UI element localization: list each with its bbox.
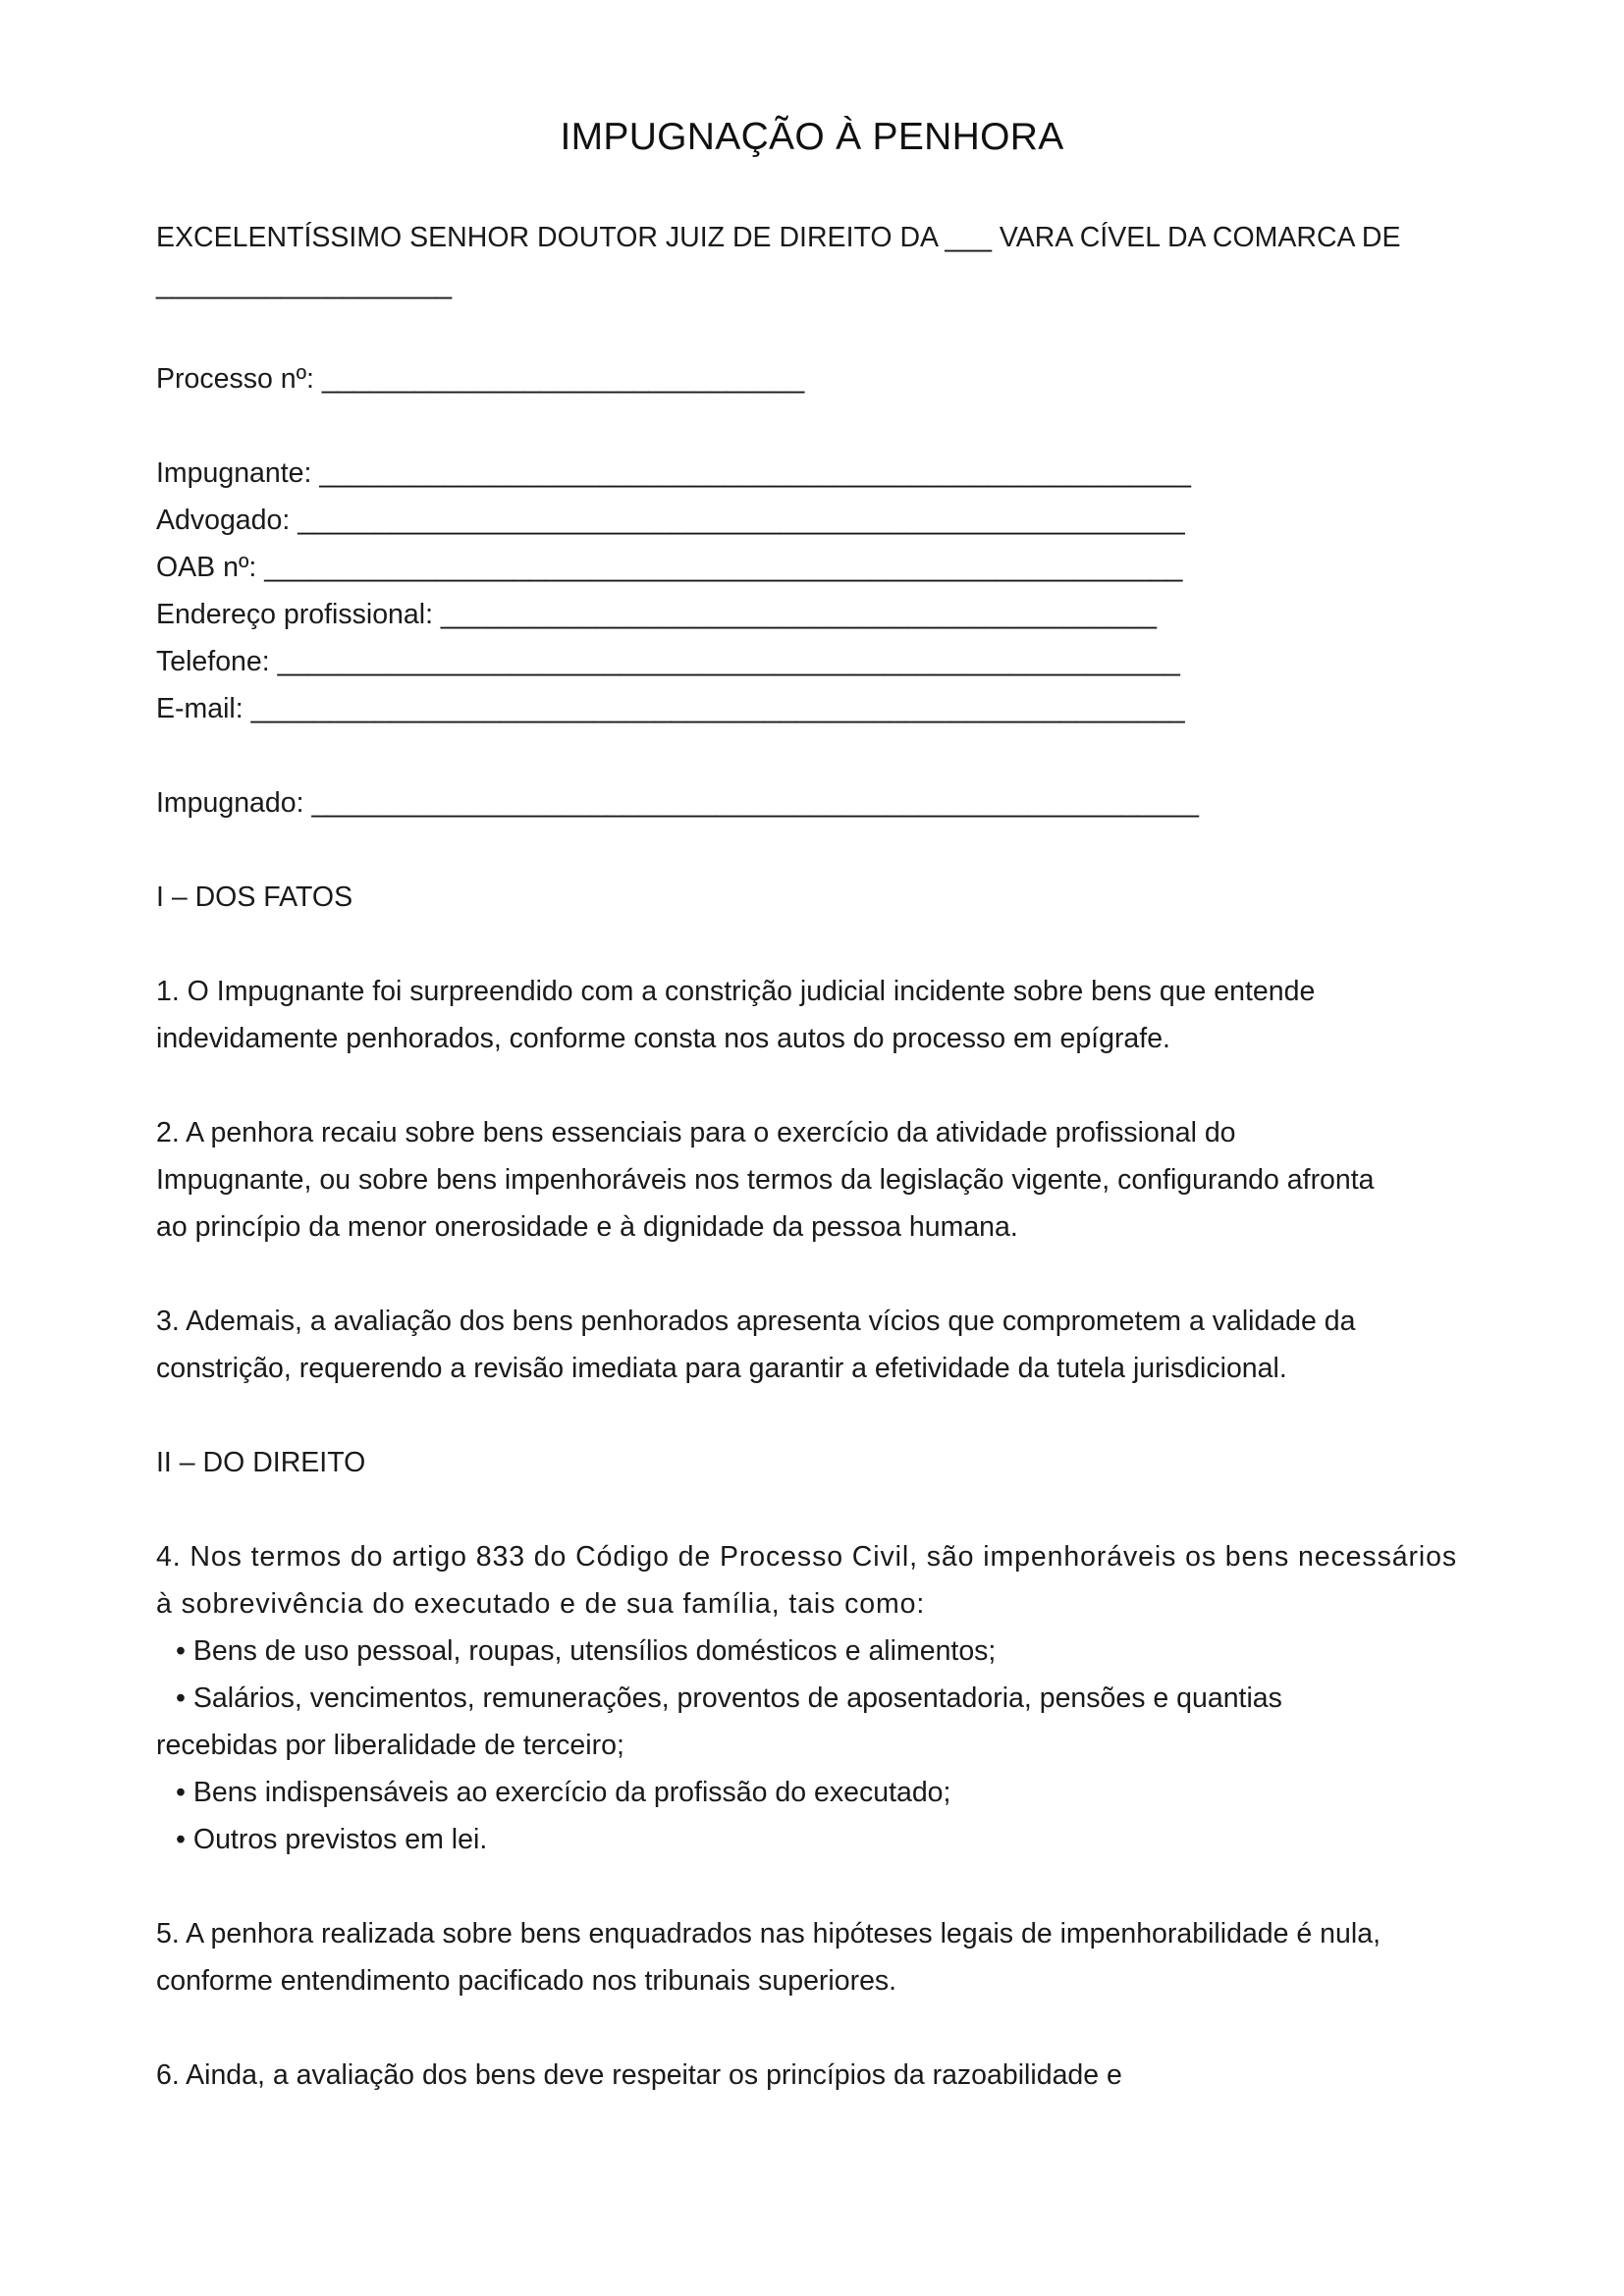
telefone-field: Telefone: __________________________________________________________ bbox=[156, 646, 1180, 677]
paragraph-6-line: 6. Ainda, a avaliação dos bens deve respeitar os princípios da razoabilidade e bbox=[156, 2059, 1122, 2091]
oab-field: OAB nº: ___________________________________________________________ bbox=[156, 552, 1183, 583]
list-item: • Bens indispensáveis ao exercício da profissão do executado; bbox=[176, 1777, 951, 1808]
paragraph-1-line: indevidamente penhorados, conforme consta nos autos do processo em epígrafe. bbox=[156, 1023, 1170, 1054]
spacer bbox=[156, 308, 1472, 355]
paragraph-2-line: ao princípio da menor onerosidade e à dignidade da pessoa humana. bbox=[156, 1211, 1018, 1243]
addressee-line: EXCELENTÍSSIMO SENHOR DOUTOR JUIZ DE DIREITO DA ___ VARA CÍVEL DA COMARCA DE bbox=[156, 222, 1401, 253]
impugnante-field: Impugnante: ________________________________________________________ bbox=[156, 457, 1191, 489]
paragraph-4-line: à sobrevivência do executado e de sua família, tais como: bbox=[156, 1588, 926, 1620]
spacer bbox=[156, 921, 1472, 968]
process-number-field: Processo nº: _______________________________ bbox=[156, 363, 805, 395]
list-item: • Salários, vencimentos, remunerações, proventos de aposentadoria, pensões e quantias bbox=[176, 1682, 1282, 1714]
paragraph-2-line: Impugnante, ou sobre bens impenhoráveis nos termos da legislação vigente, configurando afronta bbox=[156, 1164, 1375, 1196]
spacer bbox=[156, 402, 1472, 450]
paragraph-4-line: 4. Nos termos do artigo 833 do Código de Processo Civil, são impenhoráveis os bens necessários bbox=[156, 1541, 1458, 1573]
paragraph-5-line: 5. A penhora realizada sobre bens enquadrados nas hipóteses legais de impenhorabilidade é nula, bbox=[156, 1918, 1380, 1949]
list-item: • Outros previstos em lei. bbox=[176, 1824, 488, 1855]
document-body bbox=[156, 214, 1472, 2099]
endereco-field: Endereço profissional: ______________________________________________ bbox=[156, 599, 1158, 630]
advogado-field: Advogado: _________________________________________________________ bbox=[156, 505, 1185, 536]
spacer bbox=[156, 1062, 1472, 1109]
spacer bbox=[156, 2004, 1472, 2052]
section-heading-fatos: I – DOS FATOS bbox=[156, 881, 353, 913]
spacer bbox=[156, 1486, 1472, 1533]
spacer bbox=[156, 1392, 1472, 1439]
spacer bbox=[156, 827, 1472, 874]
spacer bbox=[156, 1251, 1472, 1298]
paragraph-1-line: 1. O Impugnante foi surpreendido com a constrição judicial incidente sobre bens que entende bbox=[156, 976, 1316, 1007]
document-title: IMPUGNAÇÃO À PENHORA bbox=[560, 116, 1064, 158]
list-item-continuation: recebidas por liberalidade de terceiro; bbox=[156, 1730, 624, 1761]
paragraph-2-line: 2. A penhora recaiu sobre bens essenciais para o exercício da atividade profissional do bbox=[156, 1117, 1236, 1148]
paragraph-3-line: 3. Ademais, a avaliação dos bens penhorados apresenta vícios que comprometem a validade da bbox=[156, 1306, 1356, 1337]
paragraph-5-line: conforme entendimento pacificado nos tribunais superiores. bbox=[156, 1965, 897, 1997]
email-field: E-mail: ____________________________________________________________ bbox=[156, 693, 1185, 724]
impugnado-field: Impugnado: _________________________________________________________ bbox=[156, 787, 1199, 819]
addressee-blank: ___________________ bbox=[156, 269, 453, 300]
paragraph-3-line: constrição, requerendo a revisão imediata para garantir a efetividade da tutela jurisdicional. bbox=[156, 1353, 1287, 1384]
spacer bbox=[156, 1863, 1472, 1910]
list-item: • Bens de uso pessoal, roupas, utensílios domésticos e alimentos; bbox=[176, 1635, 997, 1667]
spacer bbox=[156, 732, 1472, 779]
section-heading-direito: II – DO DIREITO bbox=[156, 1447, 366, 1478]
